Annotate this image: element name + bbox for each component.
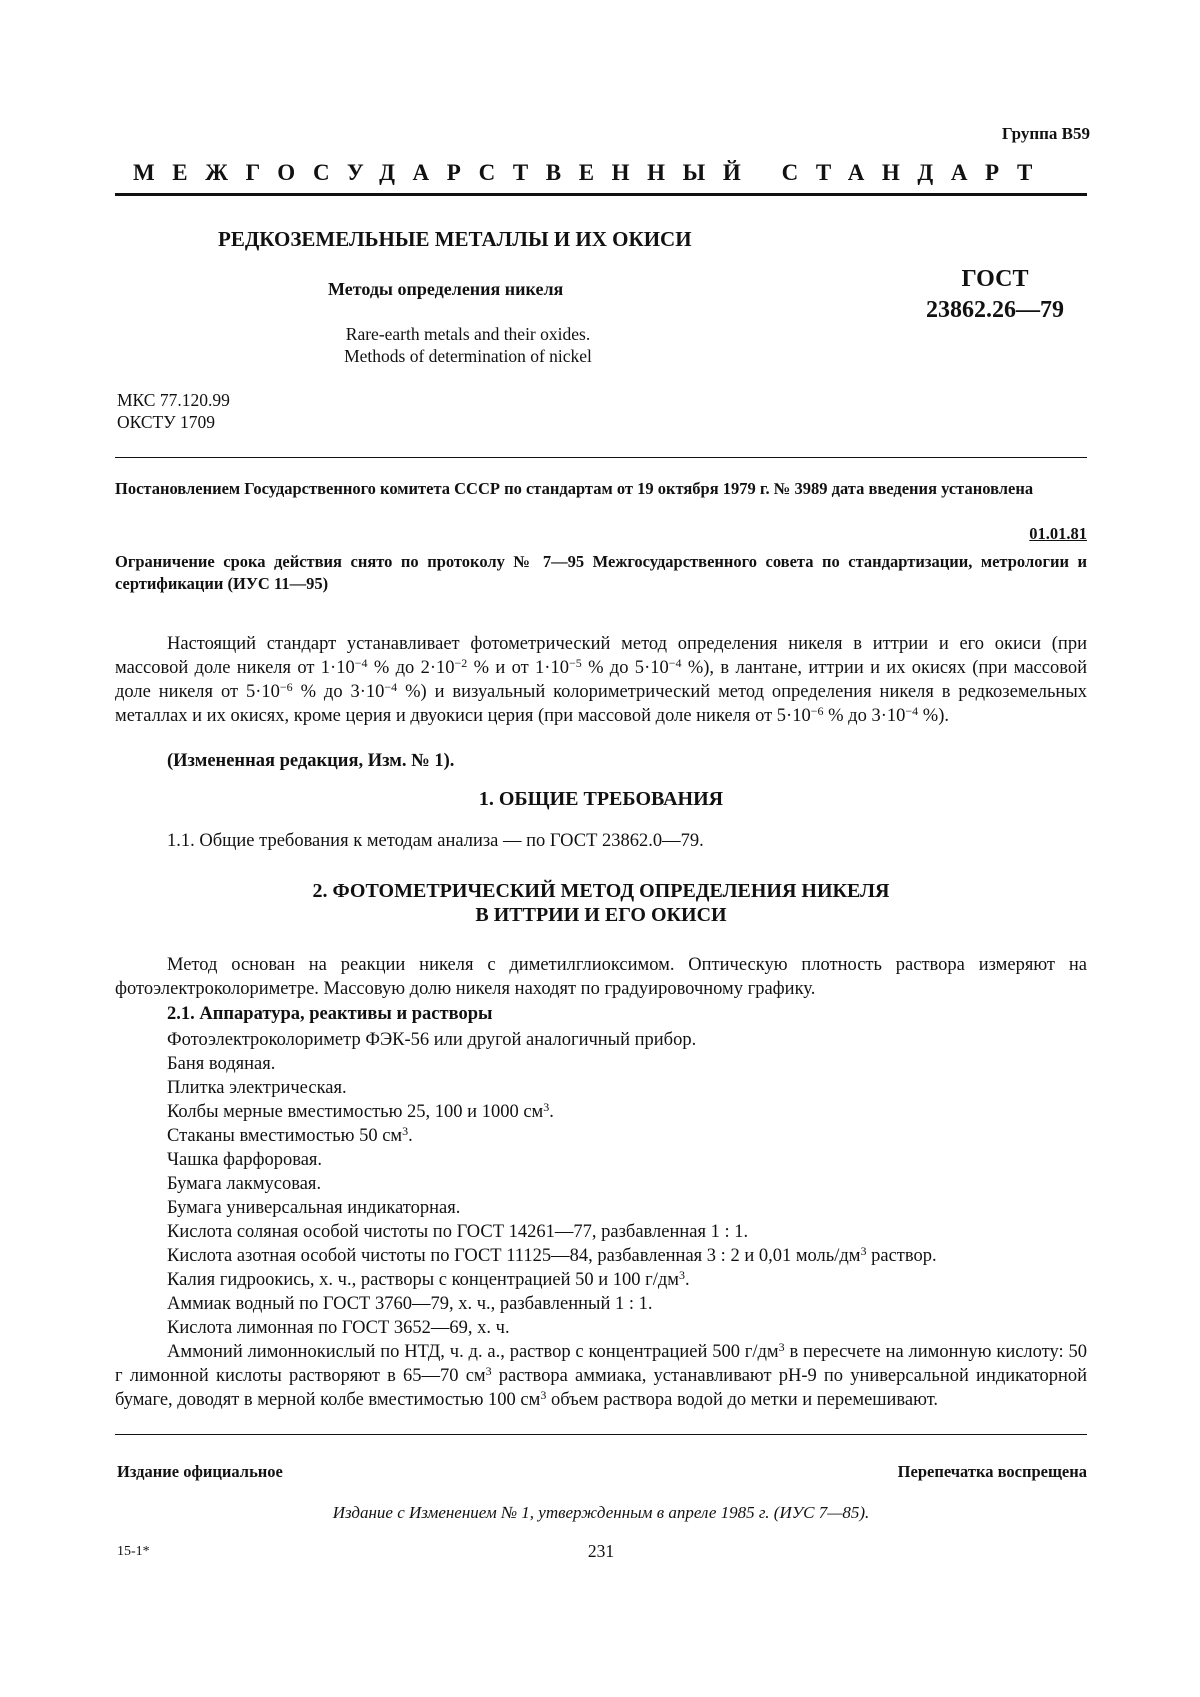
mks-code: МКС 77.120.99 [117, 390, 230, 410]
reprint-prohibited-label: Перепечатка воспрещена [897, 1462, 1087, 1481]
list-item: Аммиак водный по ГОСТ 3760—79, х. ч., разбавленный 1 : 1. [167, 1294, 653, 1314]
gost-label: ГОСТ [961, 266, 1029, 292]
english-title-line-1: Rare-earth metals and their oxides. [345, 324, 591, 344]
list-item: Чашка фарфоровая. [167, 1150, 323, 1170]
method-paragraph: Метод основан на реакции никеля с диметилглиоксимом. Оптическую плотность раствора измеряют на фотоэлектроколориметре. Массовую долю никеля находят по градуировочному графику. [115, 955, 1087, 999]
clause-2-1-heading: 2.1. Аппаратура, реактивы и растворы [167, 1004, 493, 1024]
amendment-note: (Измененная редакция, Изм. № 1). [167, 751, 455, 771]
okstu-code: ОКСТУ 1709 [117, 412, 216, 432]
list-item: Бумага универсальная индикаторная. [167, 1198, 461, 1218]
list-item: Кислота азотная особой чистоты по ГОСТ 11125—84, разбавленная 3 : 2 и 0,01 моль/$дм^3$ раствор. [167, 1244, 937, 1266]
page-number: 231 [587, 1541, 615, 1561]
list-item: Колбы мерные вместимостью 25, 100 и 1000 $см^3$. [167, 1100, 554, 1122]
intro-paragraph: Настоящий стандарт устанавливает фотометрический метод определения никеля в иттрии и его окиси (при массовой доле никеля от $1\cdot 10^{-4}$ % до $2\cdot 10^{-2}$ % и от $1\cdot 10^{-5}$ % до $5\cdot 10^{-4}$ %), в лантане, иттрии и их окисях (при массовой доле никеля от $5\cdot 10^{-6}$ % до $3\cdot 10^{-4}$ %) и визуальный колориметрический метод определения никеля в редкоземельных металлах и их окисях, кроме церия и двуокиси церия (при массовой доле никеля от $5\cdot 10^{-6}$ % до $3\cdot 10^{-4}$ %). [115, 634, 1087, 726]
effective-date: 01.01.81 [1029, 524, 1087, 543]
list-item: Калия гидроокись, х. ч., растворы с концентрацией 50 и 100 $г/дм^3$. [167, 1268, 690, 1290]
list-item: Кислота соляная особой чистоты по ГОСТ 14261—77, разбавленная 1 : 1. [167, 1222, 749, 1242]
list-item: Баня водяная. [167, 1054, 276, 1074]
section-1-heading: 1. ОБЩИЕ ТРЕБОВАНИЯ [478, 788, 724, 810]
section-2-heading [115, 879, 1087, 927]
title-block-rule [115, 457, 1087, 458]
list-item: Фотоэлектроколориметр ФЭК-56 или другой аналогичный прибор. [167, 1030, 697, 1050]
ammonium-citrate-paragraph: Аммоний лимоннокислый по НТД, ч. д. а., раствор с концентрацией 500 $г/дм^3$ в пересчете на лимонную кислоту: 50 г лимонной кислоты растворяют в 65—70 $см^3$ раствора аммиака, устанавливают pH-9 по универсальной индикаторной бумаге, доводят в мерной колбе вместимостью 100 $см^3$ объем раствора водой до метки и перемешивают. [115, 1340, 1087, 1410]
clause-1-1: 1.1. Общие требования к методам анализа — по ГОСТ 23862.0—79. [167, 831, 704, 851]
list-item: Стаканы вместимостью 50 $см^3$. [167, 1124, 413, 1146]
sheet-mark: 15-1* [117, 1544, 150, 1559]
header-rule [115, 193, 1087, 196]
gost-number: 23862.26—79 [926, 297, 1064, 323]
standard-banner: МЕЖГОСУДАРСТВЕННЫЙ СТАНДАРТ [133, 160, 1050, 185]
section-2-heading-line-2: В ИТТРИИ И ЕГО ОКИСИ [475, 904, 727, 926]
list-item: Бумага лакмусовая. [167, 1174, 322, 1194]
document-subtitle: Методы определения никеля [328, 279, 564, 299]
edition-note: Издание с Изменением № 1, утвержденным в апреле 1985 г. (ИУС 7—85). [332, 1503, 870, 1522]
english-title-line-2: Methods of determination of nickel [344, 346, 592, 366]
document-title: РЕДКОЗЕМЕЛЬНЫЕ МЕТАЛЛЫ И ИХ ОКИСИ [218, 227, 692, 251]
english-title [318, 323, 618, 367]
limitation-statement: Ограничение срока действия снято по протоколу № 7—95 Межгосударственного совета по стандартизации, метрологии и сертификации (ИУС 11—95) [115, 552, 1087, 593]
group-code: Группа В59 [1001, 124, 1090, 143]
classification-codes [117, 389, 230, 433]
adoption-statement: Постановлением Государственного комитета СССР по стандартам от 19 октября 1979 г. № 3989 дата введения установлена [115, 479, 1034, 498]
apparatus-list [167, 1028, 937, 1340]
footer-rule [115, 1434, 1087, 1435]
official-edition-label: Издание официальное [117, 1462, 283, 1481]
gost-designation [900, 264, 1090, 326]
list-item: Кислота лимонная по ГОСТ 3652—69, х. ч. [167, 1318, 510, 1338]
section-2-heading-line-1: 2. ФОТОМЕТРИЧЕСКИЙ МЕТОД ОПРЕДЕЛЕНИЯ НИКЕЛЯ [312, 880, 890, 902]
list-item: Плитка электрическая. [167, 1078, 347, 1098]
